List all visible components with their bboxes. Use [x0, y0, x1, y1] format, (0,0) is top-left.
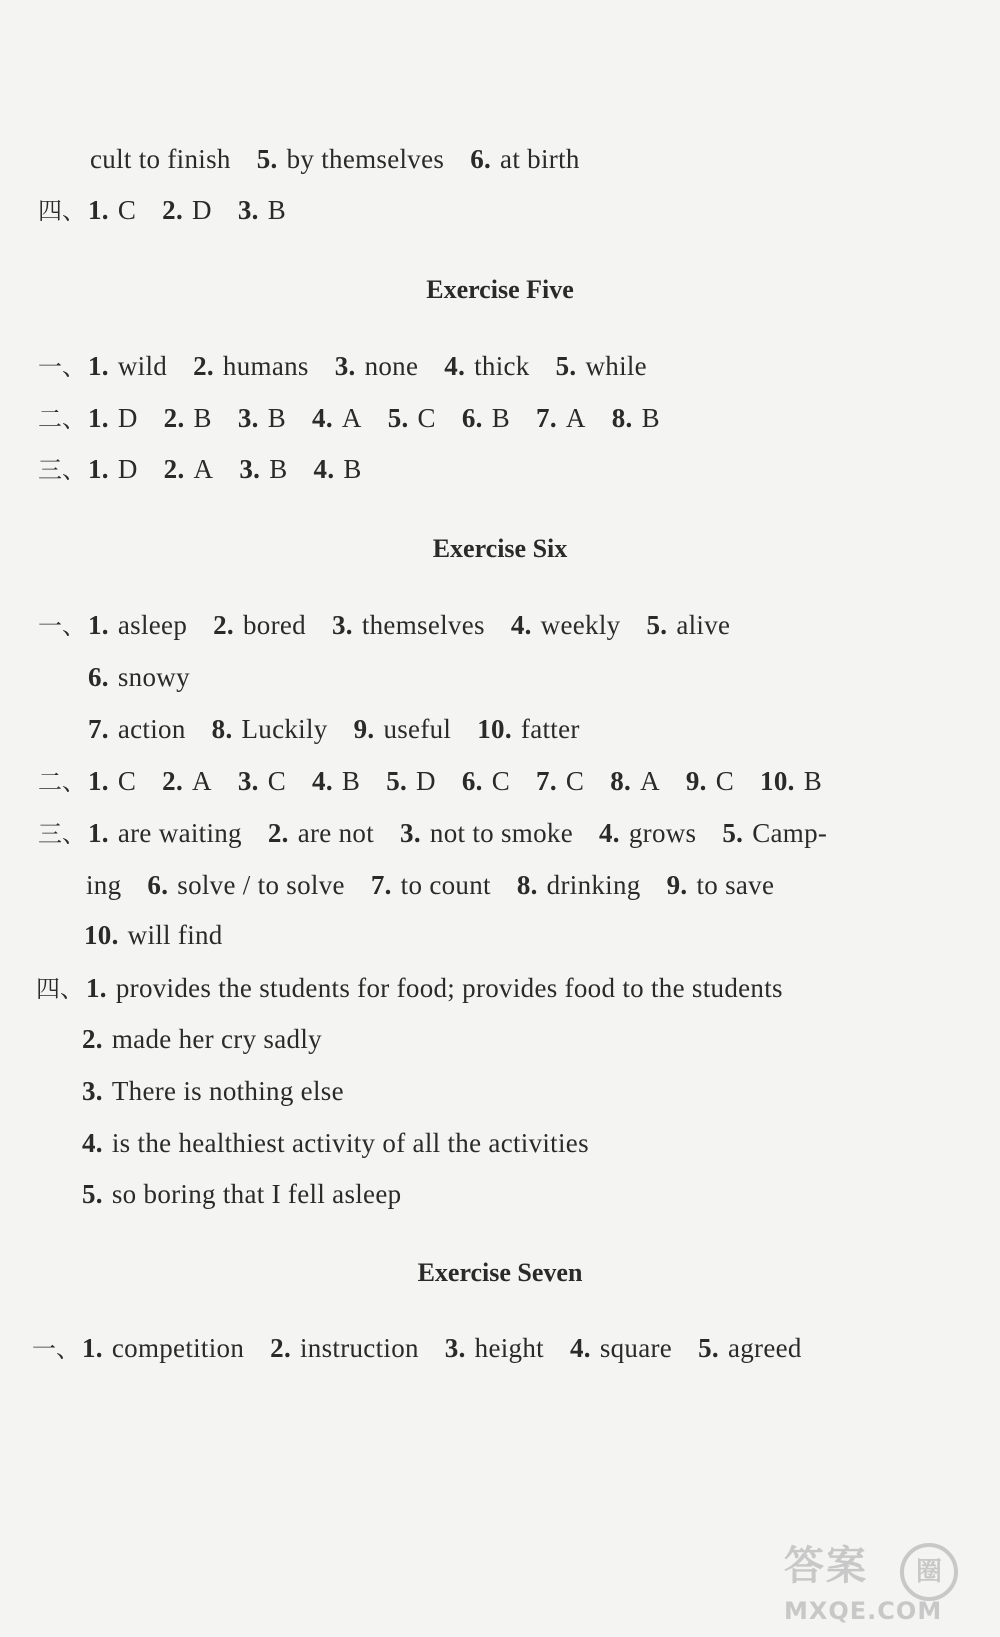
answer-text: snowy: [117, 662, 190, 692]
item-number: 10.: [84, 920, 119, 950]
item-number: 5.: [646, 610, 668, 640]
answer-text: square: [599, 1333, 673, 1363]
answer-item: [667, 868, 775, 902]
answer-item: [213, 608, 306, 642]
item-number: 1.: [88, 766, 109, 796]
answer-line: [84, 918, 223, 952]
item-number: 5.: [555, 351, 577, 381]
answer-line: [82, 1126, 589, 1160]
answer-item: [612, 401, 660, 435]
answer-text: C: [565, 766, 585, 796]
answer-item: [335, 349, 419, 383]
item-number: 5.: [387, 403, 409, 433]
answer-line: [38, 193, 286, 228]
section-number: 四、: [36, 975, 84, 1003]
answer-text: height: [474, 1333, 544, 1363]
item-number: 8.: [516, 870, 538, 900]
answer-item: [90, 142, 231, 176]
answer-text: grows: [628, 818, 697, 848]
answer-text: C: [715, 766, 735, 796]
answer-text: C: [417, 403, 436, 433]
answer-item: [239, 452, 287, 486]
item-number: 6.: [88, 662, 109, 692]
item-number: 7.: [370, 870, 392, 900]
answer-item: [388, 401, 436, 435]
item-number: 5.: [698, 1333, 719, 1363]
item-number: 3.: [334, 351, 356, 381]
section-number: 二、: [38, 405, 86, 433]
answer-line: [38, 401, 660, 436]
answer-item: [556, 349, 647, 383]
item-number: 3.: [237, 195, 259, 225]
answer-text: not to smoke: [429, 818, 573, 848]
answer-item: [88, 349, 167, 383]
item-number: 1.: [86, 973, 107, 1003]
answer-text: themselves: [361, 610, 485, 640]
section-number: 一、: [38, 612, 86, 640]
answer-text: at birth: [500, 144, 580, 174]
answer-item: [599, 816, 696, 850]
item-number: 3.: [239, 454, 261, 484]
watermark-url: MXQE.COM: [784, 1597, 943, 1625]
answer-text: A: [192, 766, 212, 796]
item-number: 7.: [536, 403, 557, 433]
item-number: 4.: [82, 1128, 103, 1158]
answer-item: [462, 764, 510, 798]
answer-item: [86, 868, 121, 902]
answer-item: [88, 816, 242, 850]
answer-text: while: [585, 351, 647, 381]
item-number: 1.: [88, 818, 109, 848]
answer-item: [268, 816, 374, 850]
item-number: 4.: [444, 351, 466, 381]
answer-text: B: [267, 195, 287, 225]
answer-text: wild: [117, 351, 168, 381]
answer-item: [88, 712, 186, 746]
answer-item: [257, 142, 444, 176]
item-number: 3.: [400, 818, 421, 848]
answer-item: [162, 764, 212, 798]
answer-text: Camp-: [752, 818, 828, 848]
section-number: 一、: [32, 1335, 80, 1363]
watermark-main-text: 答案: [784, 1543, 868, 1589]
answer-text: C: [117, 766, 137, 796]
item-number: 4.: [569, 1333, 591, 1363]
item-number: 3.: [444, 1333, 466, 1363]
answer-item: [536, 401, 586, 435]
answer-item: [164, 452, 214, 486]
answer-item: [238, 193, 286, 227]
answer-text: useful: [383, 714, 452, 744]
answer-item: [88, 193, 136, 227]
answer-line: [38, 608, 730, 643]
item-number: 2.: [82, 1024, 103, 1054]
answer-text: humans: [222, 351, 309, 381]
answer-item: [511, 608, 621, 642]
answer-text: A: [640, 766, 660, 796]
answer-item: [354, 712, 452, 746]
item-number: 5.: [386, 766, 408, 796]
answer-text: provides the students for food; provides food to the students: [115, 973, 783, 1003]
section-heading: Exercise Seven: [417, 1258, 583, 1287]
answer-item: [88, 401, 138, 435]
item-number: 8.: [211, 714, 233, 744]
item-number: 2.: [193, 351, 214, 381]
answer-item: [238, 401, 286, 435]
answer-text: ing: [86, 870, 122, 900]
answer-line: [88, 660, 190, 694]
answer-text: B: [491, 403, 511, 433]
answer-item: [445, 1331, 544, 1365]
answer-text: action: [117, 714, 186, 744]
answer-text: B: [193, 403, 212, 433]
answer-text: asleep: [117, 610, 188, 640]
answer-text: to save: [696, 870, 775, 900]
item-number: 2.: [163, 403, 185, 433]
answer-item: [88, 452, 138, 486]
answer-text: bored: [242, 610, 306, 640]
item-number: 1.: [88, 351, 109, 381]
answer-text: D: [192, 195, 212, 225]
item-number: 3.: [237, 766, 259, 796]
answer-item: [332, 608, 485, 642]
answer-line: [86, 868, 774, 902]
answer-item: [722, 816, 827, 850]
item-number: 9.: [353, 714, 375, 744]
answer-text: by themselves: [286, 144, 445, 174]
answer-item: [193, 349, 309, 383]
answer-line: [38, 816, 827, 851]
answer-text: instruction: [300, 1333, 419, 1363]
answer-item: [82, 1074, 344, 1108]
item-number: 1.: [88, 403, 109, 433]
answer-text: B: [269, 454, 288, 484]
item-number: 1.: [88, 610, 109, 640]
item-number: 2.: [267, 818, 289, 848]
answer-line: [32, 1331, 802, 1366]
answer-text: made her cry sadly: [111, 1024, 322, 1054]
item-number: 1.: [82, 1333, 103, 1363]
answer-item: [312, 401, 362, 435]
item-number: 3.: [237, 403, 259, 433]
answer-line: [90, 142, 580, 176]
answer-text: fatter: [520, 714, 580, 744]
answer-text: Luckily: [241, 714, 328, 744]
answer-text: will find: [127, 920, 223, 950]
answer-text: D: [117, 454, 138, 484]
item-number: 5.: [722, 818, 744, 848]
item-number: 2.: [163, 454, 185, 484]
item-number: 6.: [470, 144, 492, 174]
answer-item: [570, 1331, 672, 1365]
answer-text: so boring that I fell asleep: [111, 1179, 402, 1209]
answer-text: thick: [474, 351, 530, 381]
answer-text: to count: [400, 870, 491, 900]
item-number: 6.: [147, 870, 169, 900]
item-number: 5.: [82, 1179, 103, 1209]
section-number: 四、: [38, 197, 86, 225]
answer-item: [314, 452, 362, 486]
answer-text: agreed: [727, 1333, 802, 1363]
answer-item: [400, 816, 573, 850]
answer-item: [162, 193, 212, 227]
answer-text: drinking: [546, 870, 641, 900]
item-number: 3.: [331, 610, 353, 640]
answer-line: [36, 971, 783, 1006]
answer-text: are not: [297, 818, 375, 848]
answer-text: cult to finish: [90, 144, 231, 174]
answer-item: [238, 764, 286, 798]
answer-text: There is nothing else: [111, 1076, 344, 1106]
answer-line: [82, 1022, 322, 1056]
answer-text: none: [364, 351, 419, 381]
answer-item: [88, 608, 187, 642]
answer-item: [462, 401, 510, 435]
section-number: 二、: [38, 768, 86, 796]
answer-text: D: [117, 403, 138, 433]
item-number: 10.: [760, 766, 795, 796]
item-number: 8.: [610, 766, 632, 796]
answer-text: A: [193, 454, 214, 484]
item-number: 2.: [162, 195, 184, 225]
answer-text: A: [565, 403, 586, 433]
answer-item: [270, 1331, 419, 1365]
answer-text: A: [341, 403, 362, 433]
answer-text: competition: [111, 1333, 245, 1363]
answer-item: [536, 764, 584, 798]
item-number: 4.: [313, 454, 335, 484]
item-number: 6.: [461, 403, 483, 433]
answer-item: [82, 1022, 322, 1056]
answer-text: B: [341, 766, 361, 796]
item-number: 1.: [88, 195, 109, 225]
answer-text: B: [641, 403, 660, 433]
answer-text: are waiting: [117, 818, 242, 848]
answer-item: [82, 1126, 589, 1160]
watermark-circle-icon: 圈: [900, 1543, 958, 1601]
answer-item: [386, 764, 436, 798]
section-heading: Exercise Five: [426, 275, 574, 304]
item-number: 5.: [256, 144, 278, 174]
answer-item: [698, 1331, 802, 1365]
answer-item: [164, 401, 212, 435]
item-number: 7.: [88, 714, 109, 744]
section-number: 三、: [38, 820, 86, 848]
answer-item: [86, 971, 783, 1005]
item-number: 2.: [270, 1333, 291, 1363]
answer-text: C: [491, 766, 511, 796]
answer-line: [82, 1177, 401, 1211]
item-number: 3.: [82, 1076, 103, 1106]
answer-line: [38, 349, 647, 384]
answer-line: [82, 1074, 344, 1108]
answer-text: C: [267, 766, 287, 796]
answer-item: [371, 868, 491, 902]
answer-item: [88, 660, 190, 694]
answer-line: [88, 712, 580, 746]
answer-item: [312, 764, 360, 798]
item-number: 10.: [477, 714, 512, 744]
watermark-logo: [784, 1543, 958, 1625]
answer-text: D: [416, 766, 436, 796]
item-number: 9.: [685, 766, 707, 796]
answer-text: alive: [676, 610, 731, 640]
answer-item: [212, 712, 328, 746]
item-number: 6.: [461, 766, 483, 796]
item-number: 2.: [162, 766, 184, 796]
answer-text: B: [343, 454, 362, 484]
answer-item: [477, 712, 579, 746]
answer-text: solve / to solve: [177, 870, 345, 900]
answer-item: [82, 1331, 244, 1365]
answer-item: [646, 608, 730, 642]
item-number: 4.: [312, 766, 333, 796]
answer-item: [760, 764, 822, 798]
answer-item: [686, 764, 734, 798]
answer-item: [470, 142, 580, 176]
item-number: 8.: [611, 403, 633, 433]
item-number: 7.: [536, 766, 557, 796]
answer-item: [88, 764, 136, 798]
answer-text: B: [267, 403, 287, 433]
section-number: 三、: [38, 456, 86, 484]
answer-line: [38, 452, 362, 487]
answer-text: is the healthiest activity of all the activities: [111, 1128, 589, 1158]
section-number: 一、: [38, 353, 86, 381]
answer-text: weekly: [540, 610, 621, 640]
item-number: 1.: [88, 454, 109, 484]
section-heading: Exercise Six: [432, 534, 568, 563]
answer-item: [610, 764, 660, 798]
answer-item: [444, 349, 529, 383]
answer-item: [147, 868, 344, 902]
item-number: 4.: [599, 818, 620, 848]
answer-item: [84, 918, 223, 952]
answer-item: [517, 868, 641, 902]
answer-text: C: [117, 195, 137, 225]
item-number: 9.: [666, 870, 688, 900]
item-number: 4.: [510, 610, 532, 640]
item-number: 2.: [213, 610, 234, 640]
item-number: 4.: [312, 403, 333, 433]
answer-item: [82, 1177, 401, 1211]
answer-text: B: [803, 766, 823, 796]
answer-line: [38, 764, 822, 799]
